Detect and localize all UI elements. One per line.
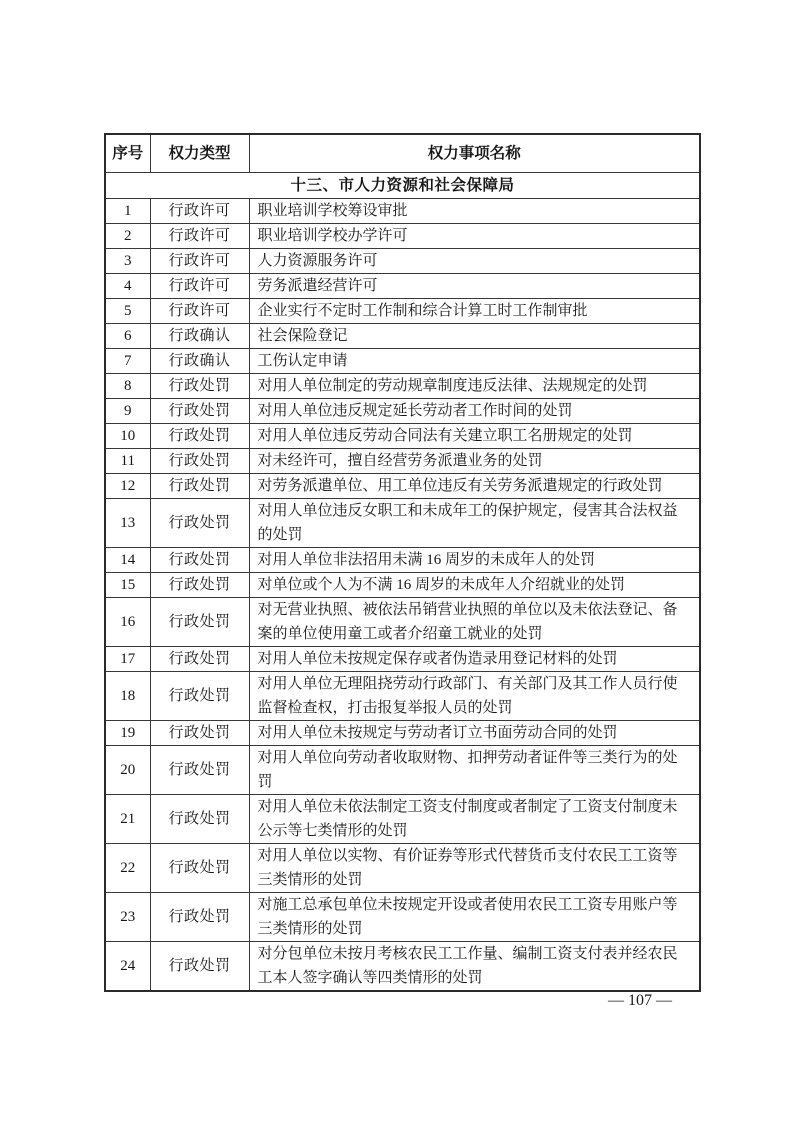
row-number-cell: 13 bbox=[105, 499, 150, 548]
power-name-cell: 对分包单位未按月考核农民工工作量、编制工资支付表并经农民工本人签字确认等四类情形的处罚 bbox=[249, 942, 700, 992]
table-row bbox=[105, 274, 700, 299]
row-number-cell: 17 bbox=[105, 647, 150, 672]
table-row bbox=[105, 224, 700, 249]
table-row bbox=[105, 199, 700, 224]
row-number-cell: 6 bbox=[105, 324, 150, 349]
power-name-cell: 对用人单位非法招用未满 16 周岁的未成年人的处罚 bbox=[249, 548, 700, 573]
power-type-cell: 行政确认 bbox=[150, 349, 249, 374]
power-name-cell: 职业培训学校筹设审批 bbox=[249, 199, 700, 224]
power-name-cell: 对用人单位未按规定保存或者伪造录用登记材料的处罚 bbox=[249, 647, 700, 672]
table-row bbox=[105, 474, 700, 499]
row-number-cell: 11 bbox=[105, 449, 150, 474]
power-type-cell: 行政处罚 bbox=[150, 374, 249, 399]
row-number-cell: 20 bbox=[105, 746, 150, 795]
table-row bbox=[105, 349, 700, 374]
table-row bbox=[105, 424, 700, 449]
table-row bbox=[105, 893, 700, 942]
row-number-cell: 10 bbox=[105, 424, 150, 449]
row-number-cell: 16 bbox=[105, 598, 150, 647]
power-name-cell: 对劳务派遣单位、用工单位违反有关劳务派遣规定的行政处罚 bbox=[249, 474, 700, 499]
row-number-cell: 19 bbox=[105, 721, 150, 746]
power-name-cell: 对用人单位违反女职工和未成年工的保护规定，侵害其合法权益的处罚 bbox=[249, 499, 700, 548]
power-name-cell: 对用人单位向劳动者收取财物、扣押劳动者证件等三类行为的处罚 bbox=[249, 746, 700, 795]
power-name-cell: 对用人单位制定的劳动规章制度违反法律、法规规定的处罚 bbox=[249, 374, 700, 399]
table-row bbox=[105, 449, 700, 474]
row-number-cell: 1 bbox=[105, 199, 150, 224]
section-title: 十三、市人力资源和社会保障局 bbox=[105, 173, 700, 199]
power-type-cell: 行政处罚 bbox=[150, 474, 249, 499]
header-col-name: 权力事项名称 bbox=[249, 134, 700, 173]
table-row bbox=[105, 647, 700, 672]
power-name-cell: 对施工总承包单位未按规定开设或者使用农民工工资专用账户等三类情形的处罚 bbox=[249, 893, 700, 942]
power-name-cell: 对用人单位未按规定与劳动者订立书面劳动合同的处罚 bbox=[249, 721, 700, 746]
table-row bbox=[105, 548, 700, 573]
table-row bbox=[105, 299, 700, 324]
header-col-no: 序号 bbox=[105, 134, 150, 173]
power-type-cell: 行政处罚 bbox=[150, 942, 249, 992]
power-name-cell: 人力资源服务许可 bbox=[249, 249, 700, 274]
power-type-cell: 行政处罚 bbox=[150, 598, 249, 647]
page-number: — 107 — bbox=[608, 992, 672, 1009]
row-number-cell: 9 bbox=[105, 399, 150, 424]
power-type-cell: 行政许可 bbox=[150, 199, 249, 224]
power-name-cell: 工伤认定申请 bbox=[249, 349, 700, 374]
row-number-cell: 24 bbox=[105, 942, 150, 992]
table-row bbox=[105, 795, 700, 844]
power-name-cell: 对用人单位违反规定延长劳动者工作时间的处罚 bbox=[249, 399, 700, 424]
row-number-cell: 14 bbox=[105, 548, 150, 573]
power-type-cell: 行政处罚 bbox=[150, 893, 249, 942]
table-row bbox=[105, 672, 700, 721]
section-title-row bbox=[105, 173, 700, 199]
row-number-cell: 18 bbox=[105, 672, 150, 721]
table-row bbox=[105, 573, 700, 598]
row-number-cell: 2 bbox=[105, 224, 150, 249]
power-type-cell: 行政确认 bbox=[150, 324, 249, 349]
power-type-cell: 行政处罚 bbox=[150, 399, 249, 424]
row-number-cell: 23 bbox=[105, 893, 150, 942]
power-type-cell: 行政处罚 bbox=[150, 499, 249, 548]
row-number-cell: 4 bbox=[105, 274, 150, 299]
power-name-cell: 对无营业执照、被依法吊销营业执照的单位以及未依法登记、备案的单位使用童工或者介绍童工就业的处罚 bbox=[249, 598, 700, 647]
power-type-cell: 行政处罚 bbox=[150, 424, 249, 449]
power-type-cell: 行政处罚 bbox=[150, 647, 249, 672]
power-type-cell: 行政许可 bbox=[150, 299, 249, 324]
power-name-cell: 对用人单位违反劳动合同法有关建立职工名册规定的处罚 bbox=[249, 424, 700, 449]
power-name-cell: 对用人单位无理阻挠劳动行政部门、有关部门及其工作人员行使监督检查权，打击报复举报人员的处罚 bbox=[249, 672, 700, 721]
power-name-cell: 职业培训学校办学许可 bbox=[249, 224, 700, 249]
power-name-cell: 劳务派遣经营许可 bbox=[249, 274, 700, 299]
row-number-cell: 21 bbox=[105, 795, 150, 844]
table-row bbox=[105, 746, 700, 795]
table-row bbox=[105, 249, 700, 274]
power-type-cell: 行政处罚 bbox=[150, 548, 249, 573]
row-number-cell: 5 bbox=[105, 299, 150, 324]
power-type-cell: 行政处罚 bbox=[150, 672, 249, 721]
row-number-cell: 7 bbox=[105, 349, 150, 374]
header-col-type: 权力类型 bbox=[150, 134, 249, 173]
power-type-cell: 行政许可 bbox=[150, 249, 249, 274]
power-name-cell: 社会保险登记 bbox=[249, 324, 700, 349]
table-row bbox=[105, 942, 700, 992]
table-row bbox=[105, 499, 700, 548]
row-number-cell: 3 bbox=[105, 249, 150, 274]
power-name-cell: 对用人单位以实物、有价证券等形式代替货币支付农民工工资等三类情形的处罚 bbox=[249, 844, 700, 893]
power-type-cell: 行政处罚 bbox=[150, 573, 249, 598]
power-type-cell: 行政处罚 bbox=[150, 746, 249, 795]
power-items-table bbox=[104, 133, 701, 992]
table-row bbox=[105, 324, 700, 349]
power-type-cell: 行政处罚 bbox=[150, 721, 249, 746]
row-number-cell: 8 bbox=[105, 374, 150, 399]
table-header-row bbox=[105, 134, 700, 173]
power-type-cell: 行政许可 bbox=[150, 274, 249, 299]
table-row bbox=[105, 399, 700, 424]
row-number-cell: 22 bbox=[105, 844, 150, 893]
row-number-cell: 12 bbox=[105, 474, 150, 499]
table-row bbox=[105, 598, 700, 647]
power-type-cell: 行政处罚 bbox=[150, 795, 249, 844]
power-type-cell: 行政许可 bbox=[150, 224, 249, 249]
power-type-cell: 行政处罚 bbox=[150, 844, 249, 893]
power-name-cell: 对用人单位未依法制定工资支付制度或者制定了工资支付制度未公示等七类情形的处罚 bbox=[249, 795, 700, 844]
table-row bbox=[105, 844, 700, 893]
power-type-cell: 行政处罚 bbox=[150, 449, 249, 474]
row-number-cell: 15 bbox=[105, 573, 150, 598]
table-row bbox=[105, 721, 700, 746]
power-name-cell: 对单位或个人为不满 16 周岁的未成年人介绍就业的处罚 bbox=[249, 573, 700, 598]
power-name-cell: 企业实行不定时工作制和综合计算工时工作制审批 bbox=[249, 299, 700, 324]
power-name-cell: 对未经许可，擅自经营劳务派遣业务的处罚 bbox=[249, 449, 700, 474]
table-row bbox=[105, 374, 700, 399]
